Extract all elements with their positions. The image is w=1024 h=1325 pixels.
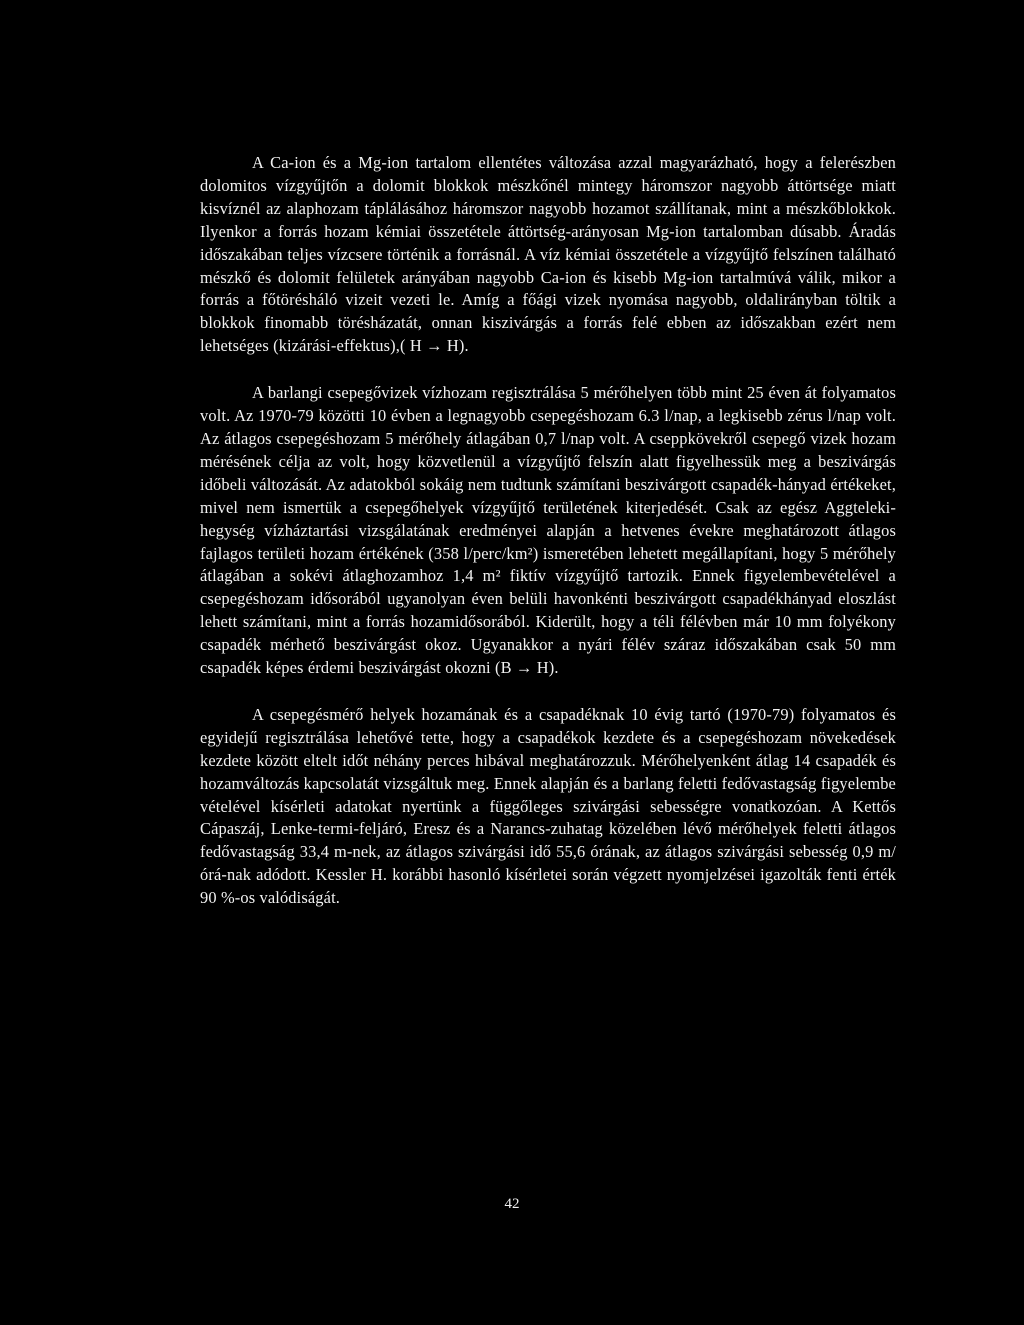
- paragraph-ca-mg-ion: A Ca-ion és a Mg-ion tartalom ellentétes változása azzal magyarázható, hogy a felerészben dolomitos vízgyűjtőn a dolomit blokkok mészkőnél mintegy háromszor nagyobb áttörtsége miatt kisvíznél az alaphozam táplálásához háromszor nagyobb hozamot szállítanak, mint a mészkőblokkok. Ilyenkor a forrás hozam kémiai összetétele áttörtség-arányosan Mg-ion tartalomban dúsabb. Áradás időszakában teljes vízcsere történik a forrásnál. A víz kémiai összetétele a vízgyűjtő felszínen található mészkő és dolomit felületek arányában nagyobb Ca-ion és kisebb Mg-ion tartalmúvá válik, mikor a forrás a főtörésháló vizeit vezeti le. Amíg a főági vizek nyomása nagyobb, oldalirányban töltik a blokkok finomabb törésházatát, onnan kiszivárgás a forrás felé ebben az időszakban ezért nem lehetséges (kizárási-effektus),( H → H).: [200, 153, 896, 356]
- page-number: 42: [504, 1196, 520, 1212]
- body-text: [200, 152, 896, 910]
- paragraph-csepegovizek: A barlangi csepegővizek vízhozam regisztrálása 5 mérőhelyen több mint 25 éven át folyamatos volt. Az 1970-79 közötti 10 évben a legnagyobb csepegéshozam 6.3 l/nap, a legkisebb zérus l/nap volt. Az átlagos csepegéshozam 5 mérőhely átlagában 0,7 l/nap volt. A cseppkövekről csepegő vizek hozam mérésének célja az volt, hogy közvetlenül a vízgyűjtő felszín alatt figyelhessük meg a beszivárgás időbeli változását. Az adatokból sokáig nem tudtunk számítani beszivárgott csapadék-hányad értékeket, mivel nem ismertük a csepegőhelyek vízgyűjtő területének kiterjedését. Csak az egész Aggteleki-hegység vízháztartási vizsgálatának eredményei alapján a hetvenes évekre meghatározott átlagos fajlagos területi hozam értékének (358 l/perc/km²) ismeretében lehetett megállapítani, hogy 5 mérőhely átlagában a sokévi átlaghozamhoz 1,4 m² fiktív vízgyűjtő tartozik. Ennek figyelembevételével a csepegéshozam idősorából ugyanolyan éven belüli havonkénti beszivárgott csapadékhányad eloszlást lehett számítani, mint a forrás hozamidősorából. Kiderült, hogy a téli félévben már 10 mm folyékony csapadék mérhető beszivárgást okoz. Ugyanakkor a nyári félév száraz időszakában csak 50 mm csapadék képes érdemi beszivárgást okozni (B → H).: [200, 383, 896, 678]
- paragraph-csepegesmero: A csepegésmérő helyek hozamának és a csapadéknak 10 évig tartó (1970-79) folyamatos és egyidejű regisztrálása lehetővé tette, hogy a csapadékok kezdete és a csepegéshozam növekedések kezdete között eltelt időt néhány perces hibával meghatározzuk. Mérőhelyenként átlag 14 csapadék és hozamváltozás kapcsolatát vizsgáltuk meg. Ennek alapján és a barlang feletti fedővastagság figyelembe vételével kísérleti adatokat nyertünk a függőleges szivárgási sebességre vonatkozóan. A Kettős Cápaszáj, Lenke-termi-feljáró, Eresz és a Narancs-zuhatag közelében lévő mérőhelyek feletti átlagos fedővastagság 33,4 m-nek, az átlagos szivárgási idő 55,6 órának, az átlagos szivárgási sebesség 0,9 m/órá-nak adódott. Kessler H. korábbi hasonló kísérletei során végzett nyomjelzései igazolták fenti érték 90 %-os valódiságát.: [200, 704, 896, 908]
